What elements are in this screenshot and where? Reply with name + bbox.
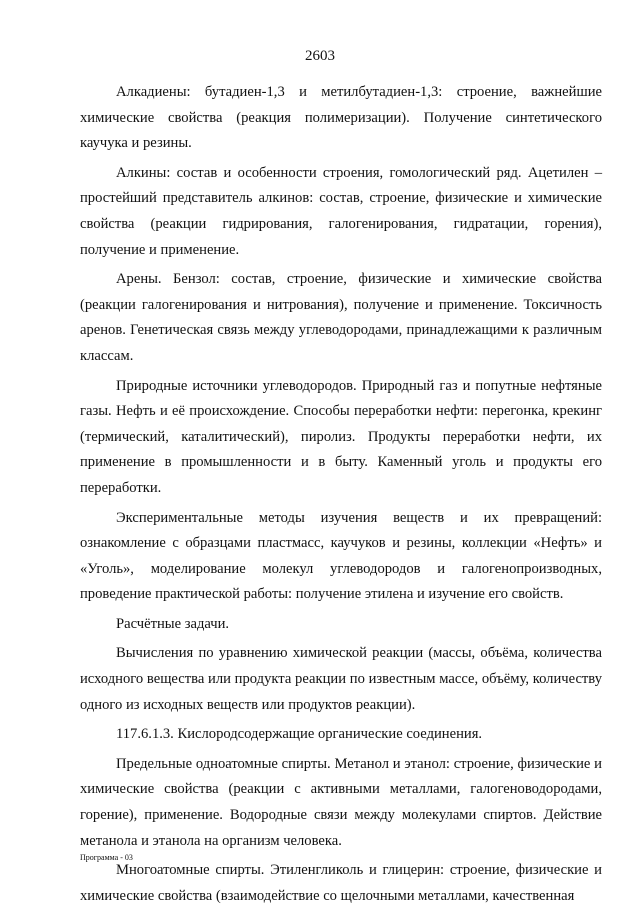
paragraph-natural-sources: Природные источники углеводородов. Природный газ и попутные нефтяные газы. Нефть и её происхождение. Способы переработки нефти: перегонка, крекинг (термический, каталитический), пиролиз. Продукты переработки нефти, их применение в промышленности и в быту. Каменный уголь и продукты его переработки. <box>80 377 602 496</box>
paragraph-calculation-tasks-heading: Расчётные задачи. <box>116 615 230 632</box>
paragraph-arenes: Арены. Бензол: состав, строение, физические и химические свойства (реакции галогенирования и нитрования), получение и применение. Токсичность аренов. Генетическая связь между углеводородами, принадлежащими к различным классам. <box>80 271 602 364</box>
paragraph-experimental-methods: Экспериментальные методы изучения веществ и их превращений: ознакомление с образцами пластмасс, каучуков и резины, коллекции «Нефть» и «Уголь», моделирование молекул углеводородов и галогенопроизводных, проведение практической работы: получение этилена и изучение его свойств. <box>80 509 602 603</box>
paragraph-alkadienes: Алкадиены: бутадиен-1,3 и метилбутадиен-1,3: строение, важнейшие химические свойства (реакция полимеризации). Получение синтетического каучука и резины. <box>80 84 602 152</box>
paragraph-calculations: Вычисления по уравнению химической реакции (массы, объёма, количества исходного вещества или продукта реакции по известным массе, объёму, количеству одного из исходных веществ или продуктов реакции). <box>80 645 602 713</box>
footer-label: Программа - 03 <box>80 853 133 862</box>
paragraph-monohydric-alcohols: Предельные одноатомные спирты. Метанол и этанол: строение, физические и химические свойства (реакции с активными металлами, галогеноводородами, горение), применение. Водородные связи между молекулами спиртов. Действие метанола и этанола на организм человека. <box>80 755 602 849</box>
page-number: 2603 <box>305 48 335 64</box>
paragraph-polyhydric-alcohols: Многоатомные спирты. Этиленгликоль и глицерин: строение, физические и химические свойства (взаимодействие со щелочными металлами, качественная <box>80 862 602 904</box>
document-body <box>80 80 602 913</box>
section-heading-oxygen-compounds: 117.6.1.3. Кислородсодержащие органические соединения. <box>116 726 483 743</box>
paragraph-alkynes: Алкины: состав и особенности строения, гомологический ряд. Ацетилен – простейший представитель алкинов: состав, строение, физические и химические свойства (реакции гидрирования, галогенирования, гидратации, горения), получение и применение. <box>80 164 602 258</box>
